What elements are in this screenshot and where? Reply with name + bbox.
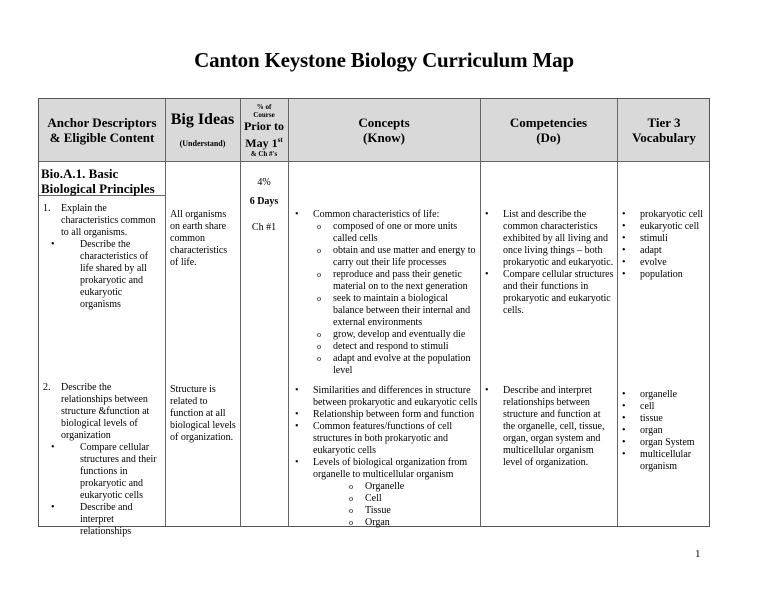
competencies-cell-1 bbox=[483, 209, 615, 317]
concept-sub-item: o grow, develop and eventually die bbox=[313, 329, 477, 341]
concept-sub-item: o adapt and evolve at the population level bbox=[313, 353, 477, 377]
vocab-item: • stimuli bbox=[620, 233, 710, 245]
vocab-cell-2 bbox=[620, 389, 710, 473]
vocab-item: • multicellular organism bbox=[620, 449, 710, 473]
anchor-item-1 bbox=[43, 203, 161, 239]
vocab-item: • cell bbox=[620, 401, 710, 413]
curriculum-table bbox=[38, 98, 710, 537]
header-big-ideas-sub: (Understand) bbox=[179, 139, 226, 148]
big-idea-cell-1: All organisms on earth share common characteristics of life. bbox=[170, 209, 228, 268]
header-percent bbox=[240, 99, 288, 161]
anchor-bullet: • Compare cellular structures and their functions in prokaryotic and eukaryotic cells bbox=[43, 442, 161, 502]
vocab-item: • organ System bbox=[620, 437, 710, 449]
anchor-item-2 bbox=[43, 382, 161, 442]
concept-item: • Common features/functions of cell structures in both prokaryotic and eukaryotic cells bbox=[293, 421, 479, 457]
anchor-cell-2 bbox=[43, 382, 161, 538]
concept-item: • Similarities and differences in structure between prokaryotic and eukaryotic cells bbox=[293, 385, 479, 409]
concept-item: • Relationship between form and function bbox=[293, 409, 479, 421]
chapter-1: Ch #1 bbox=[251, 222, 277, 233]
competency-item: • Describe and interpret relationships between structure and function at the organelle, cell, tissue, organ, organ system and multicellular organism level of organization. bbox=[483, 385, 615, 469]
anchor-cell-1 bbox=[43, 203, 161, 311]
anchor-num-2: 2. bbox=[43, 382, 51, 393]
vocab-item: • organelle bbox=[620, 389, 710, 401]
concept-sub-item: o reproduce and pass their genetic material on to the next generation bbox=[313, 269, 477, 293]
concept-text: Common characteristics of life: bbox=[313, 209, 440, 220]
big-idea-cell-2: Structure is related to function at all biological levels of organization. bbox=[170, 384, 236, 443]
header-pct-top: % of bbox=[256, 102, 272, 111]
anchor-text-1: Explain the characteristics common to all organisms. bbox=[61, 203, 156, 238]
concepts-cell-2 bbox=[293, 385, 479, 529]
header-big-ideas bbox=[165, 99, 240, 161]
concept-sub-item: o Cell bbox=[345, 493, 479, 505]
column-divider bbox=[617, 99, 618, 526]
column-divider bbox=[480, 99, 481, 526]
concept-item bbox=[293, 457, 479, 529]
header-competencies bbox=[480, 99, 617, 161]
vocab-item: • tissue bbox=[620, 413, 710, 425]
concept-sub-item: o Organ bbox=[345, 517, 479, 529]
strand-title: Bio.A.1. Basic Biological Principles bbox=[41, 166, 155, 196]
column-divider bbox=[240, 99, 241, 526]
header-concepts-sub: (Know) bbox=[363, 130, 405, 145]
anchor-num-1: 1. bbox=[43, 203, 51, 214]
column-divider bbox=[288, 99, 289, 526]
concept-sub-item: o Tissue bbox=[345, 505, 479, 517]
header-pct-bottom: & Ch #'s bbox=[250, 149, 278, 158]
header-pct-top2: Course bbox=[253, 110, 275, 119]
header-concepts bbox=[288, 99, 480, 161]
vocab-item: • eukaryotic cell bbox=[620, 221, 710, 233]
header-competencies-sub: (Do) bbox=[536, 130, 561, 145]
page-number: 1 bbox=[695, 548, 701, 560]
header-vocab-label: Tier 3 bbox=[647, 115, 681, 130]
concept-sub-item: o detect and respond to stimuli bbox=[313, 341, 477, 353]
days-1: 6 Days bbox=[249, 196, 279, 207]
column-divider bbox=[165, 99, 166, 526]
anchor-text-2: Describe the relationships between structure &function at biological levels of organization bbox=[61, 382, 150, 441]
strand-percent: 4% bbox=[257, 177, 271, 188]
header-big-ideas-label: Big Ideas bbox=[170, 111, 235, 128]
concept-item bbox=[293, 209, 477, 377]
header-pct-sup: st bbox=[277, 135, 283, 144]
vocab-item: • organ bbox=[620, 425, 710, 437]
anchor-bullet: • Describe and interpret relationships bbox=[43, 502, 161, 538]
concept-text: Levels of biological organization from organelle to multicellular organism bbox=[313, 457, 468, 480]
header-vocab bbox=[617, 99, 711, 161]
header-divider bbox=[39, 161, 709, 162]
header-anchor bbox=[39, 99, 165, 161]
vocab-item: • evolve bbox=[620, 257, 710, 269]
concept-sub-item: o composed of one or more units called cells bbox=[313, 221, 477, 245]
header-pct-main: Prior to bbox=[243, 118, 285, 133]
header-anchor-label: Anchor Descriptors & Eligible Content bbox=[47, 115, 157, 145]
concept-sub-item: o Organelle bbox=[345, 481, 479, 493]
concepts-cell-1 bbox=[293, 209, 477, 377]
vocab-item: • prokaryotic cell bbox=[620, 209, 710, 221]
competency-item: • Compare cellular structures and their functions in prokaryotic and eukaryotic cells. bbox=[483, 269, 615, 317]
anchor-bullet: • Describe the characteristics of life shared by all prokaryotic and eukaryotic organisms bbox=[43, 239, 161, 311]
header-vocab-sub: Vocabulary bbox=[632, 130, 696, 145]
header-concepts-label: Concepts bbox=[358, 115, 410, 130]
header-pct-date-text: May 1 bbox=[245, 135, 278, 150]
competency-item: • List and describe the common characteristics exhibited by all living and once living things – both prokaryotic and eukaryotic. bbox=[483, 209, 615, 269]
concept-sub-item: o obtain and use matter and energy to carry out their life processes bbox=[313, 245, 477, 269]
concept-sub-item: o seek to maintain a biological balance between their internal and external environments bbox=[313, 293, 477, 329]
competencies-cell-2 bbox=[483, 385, 615, 469]
vocab-cell-1 bbox=[620, 209, 710, 281]
header-competencies-label: Competencies bbox=[509, 115, 588, 130]
vocab-item: • population bbox=[620, 269, 710, 281]
document-title: Canton Keystone Biology Curriculum Map bbox=[194, 48, 574, 72]
header-pct-date bbox=[245, 133, 282, 150]
vocab-item: • adapt bbox=[620, 245, 710, 257]
